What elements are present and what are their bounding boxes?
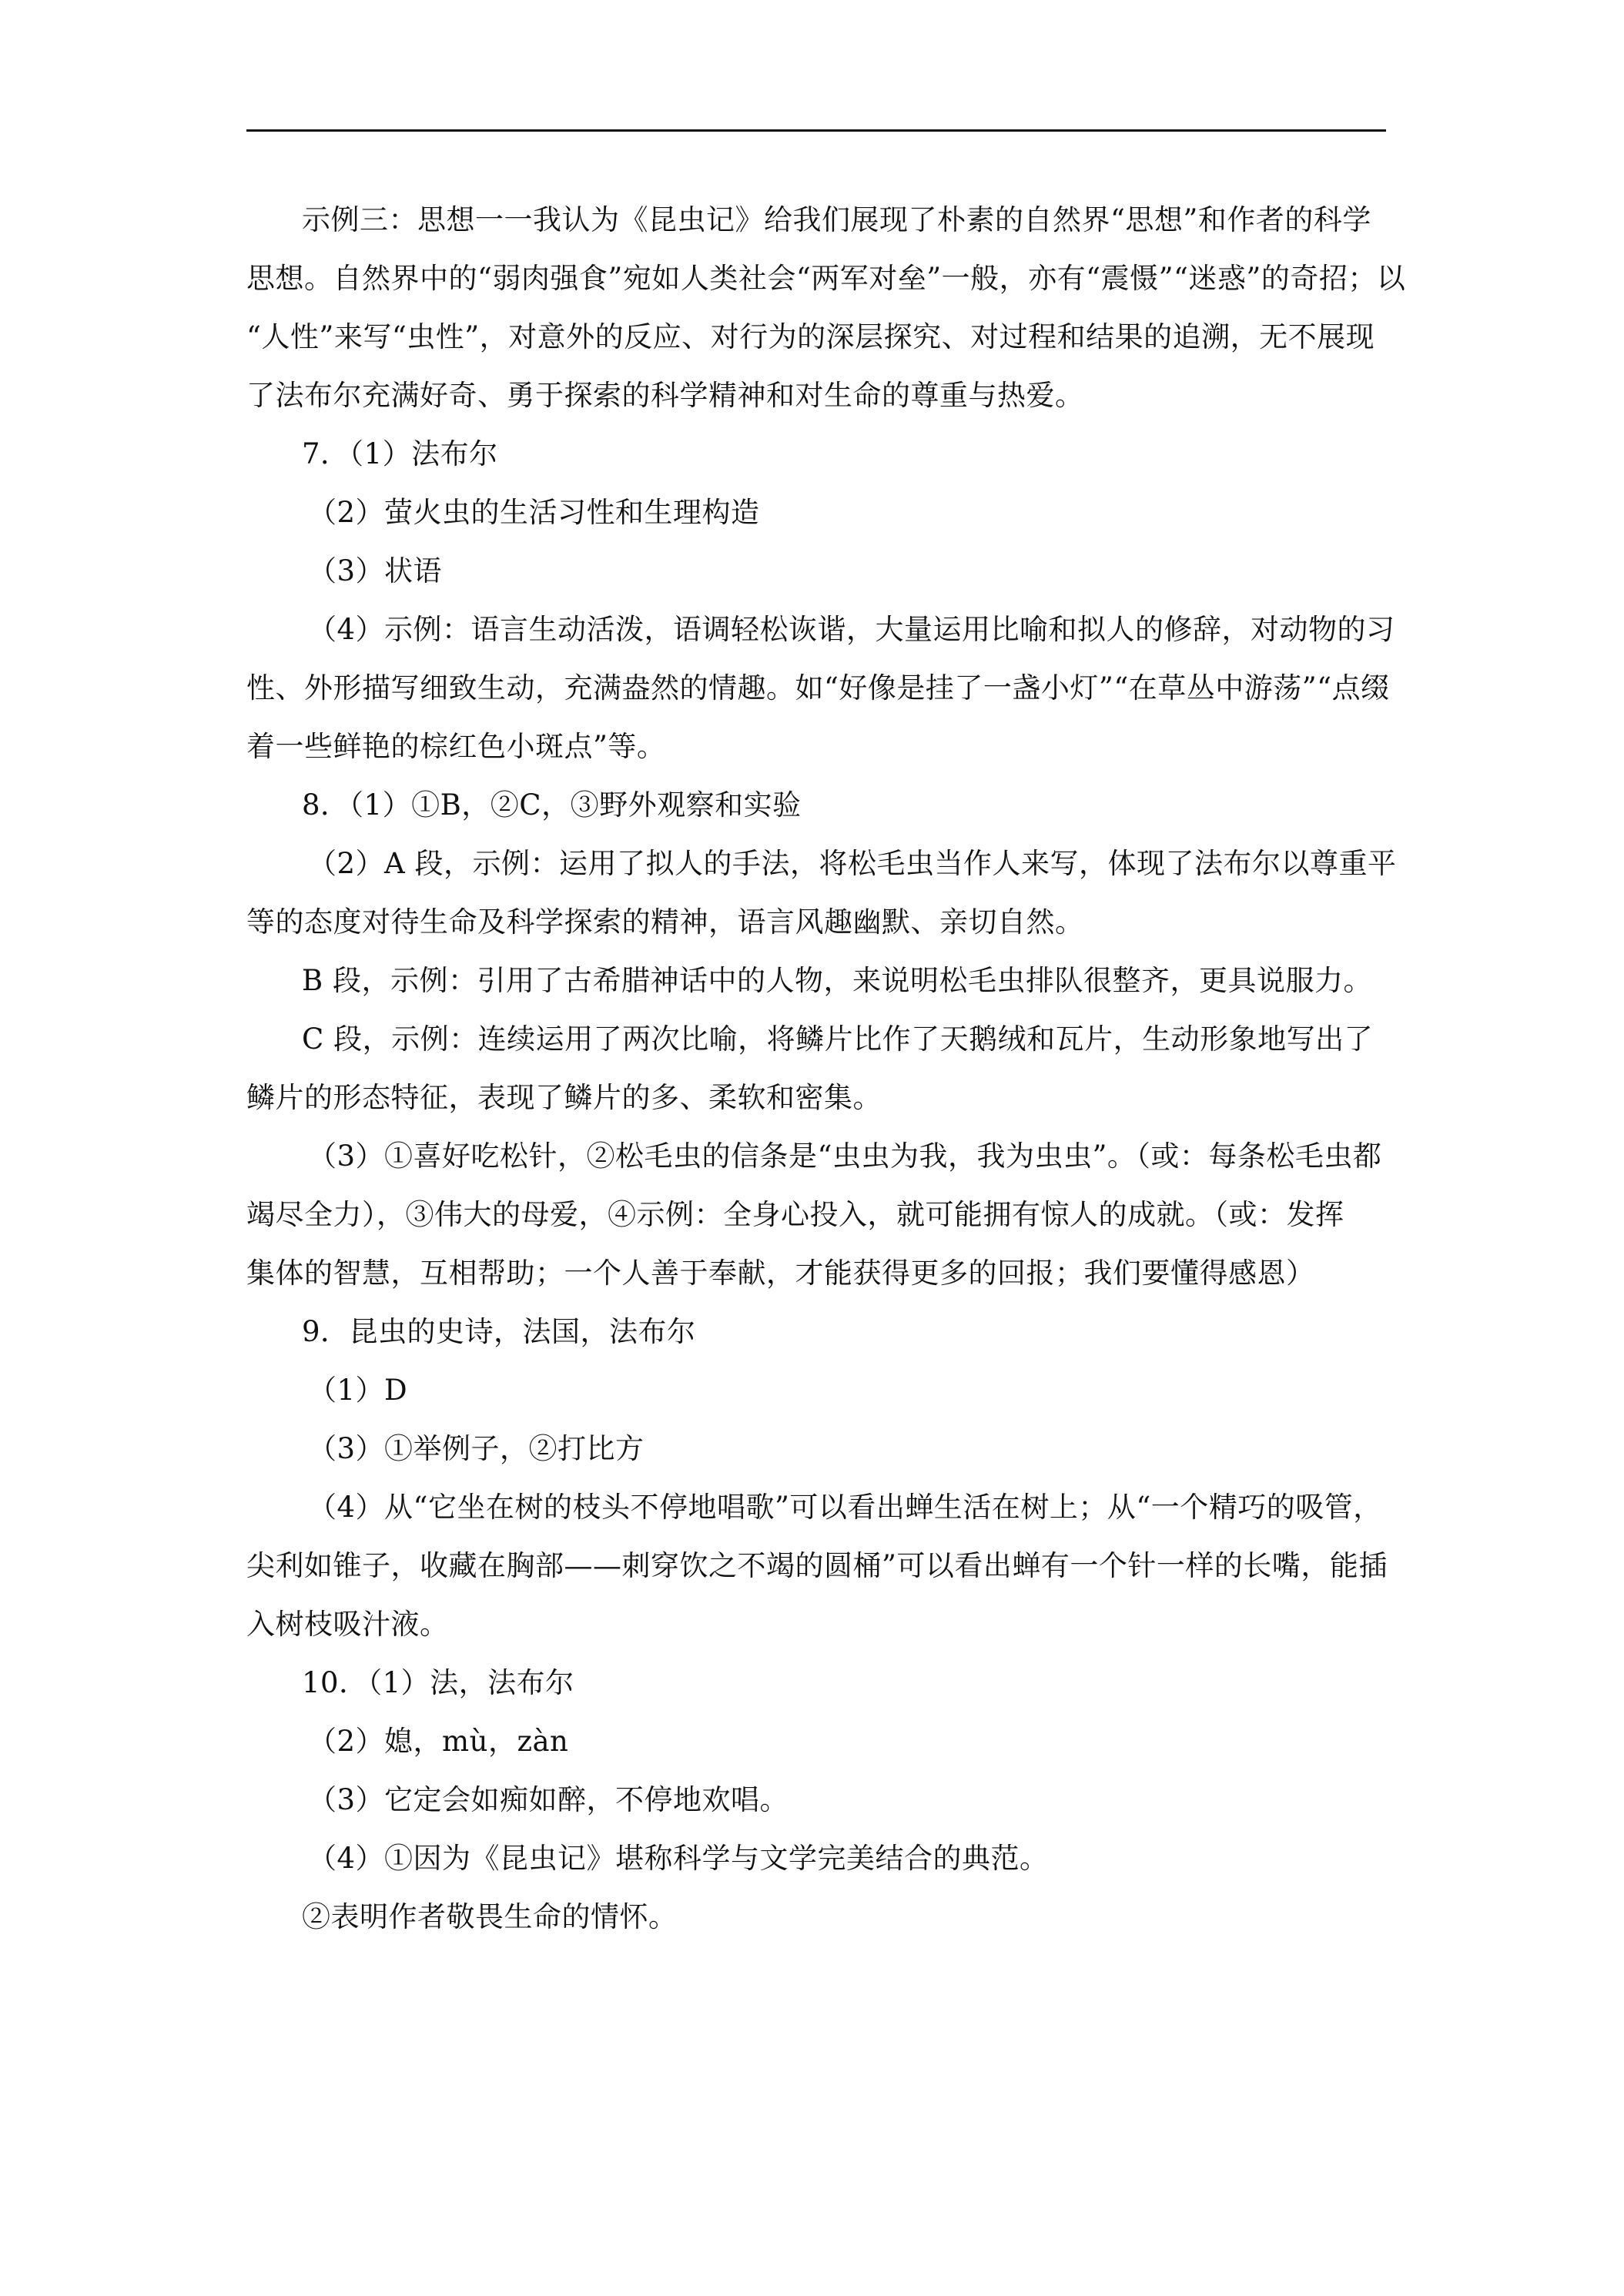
text-line: （3）状语 — [308, 554, 443, 587]
text-line: （3）①举例子，②打比方 — [308, 1432, 645, 1465]
text-line: （3）它定会如痴如醉，不停地欢唱。 — [308, 1783, 789, 1816]
text-line: 竭尽全力），③伟大的母爱，④示例：全身心投入，就可能拥有惊人的成就。（或：发挥 — [246, 1198, 1344, 1231]
text-line: 入树枝吸汁液。 — [246, 1608, 449, 1641]
text-line: B 段，示例：引用了古希腊神话中的人物，来说明松毛虫排队很整齐，更具说服力。 — [302, 964, 1372, 997]
text-line: 思想。自然界中的“弱肉强食”宛如人类社会“两军对垒”一般，亦有“震慑”“迷惑”的奇招；以 — [246, 262, 1406, 295]
text-line: （3）①喜好吃松针，②松毛虫的信条是“虫虫为我，我为虫虫”。（或：每条松毛虫都 — [308, 1140, 1382, 1173]
text-line: （4）①因为《昆虫记》堪称科学与文学完美结合的典范。 — [308, 1842, 1049, 1875]
text-line: ②表明作者敬畏生命的情怀。 — [302, 1900, 678, 1933]
text-line: 等的态度对待生命及科学探索的精神，语言风趣幽默、亲切自然。 — [246, 905, 1084, 939]
text-line: （2）萤火虫的生活习性和生理构造 — [308, 496, 760, 529]
text-line: （2）媳，mù，zàn — [308, 1725, 569, 1758]
text-line: （1）D — [308, 1374, 408, 1407]
text-line: 9．昆虫的史诗，法国，法布尔 — [302, 1315, 696, 1348]
text-line: 着一些鲜艳的棕红色小斑点”等。 — [246, 730, 666, 763]
text-line: 尖利如锥子，收藏在胸部——刺穿饮之不竭的圆桶”可以看出蝉有一个针一样的长嘴，能插 — [246, 1549, 1388, 1582]
text-line: （2）A 段，示例：运用了拟人的手法，将松毛虫当作人来写，体现了法布尔以尊重平 — [308, 847, 1397, 880]
text-line: 8．（1）①B，②C，③野外观察和实验 — [302, 788, 802, 822]
text-line: 示例三：思想一一我认为《昆虫记》给我们展现了朴素的自然界“思想”和作者的科学 — [302, 203, 1371, 236]
header-rule — [246, 129, 1386, 132]
text-line: 鳞片的形态特征，表现了鳞片的多、柔软和密集。 — [246, 1081, 882, 1114]
text-line: 集体的智慧，互相帮助；一个人善于奉献，才能获得更多的回报；我们要懂得感恩） — [246, 1257, 1315, 1290]
text-line: “人性”来写“虫性”，对意外的反应、对行为的深层探究、对过程和结果的追溯，无不展现 — [246, 320, 1375, 353]
text-line: （4）从“它坐在树的枝头不停地唱歌”可以看出蝉生活在树上；从“一个精巧的吸管， — [308, 1491, 1382, 1524]
text-line: 10．（1）法，法布尔 — [302, 1666, 574, 1699]
text-line: （4）示例：语言生动活泼，语调轻松诙谐，大量运用比喻和拟人的修辞，对动物的习 — [308, 613, 1395, 646]
text-line: 性、外形描写细致生动，充满盎然的情趣。如“好像是挂了一盏小灯”“在草丛中游荡”“点缀 — [246, 671, 1390, 705]
text-line: 了法布尔充满好奇、勇于探索的科学精神和对生命的尊重与热爱。 — [246, 379, 1084, 412]
text-line: C 段，示例：连续运用了两次比喻，将鳞片比作了天鹅绒和瓦片，生动形象地写出了 — [302, 1022, 1374, 1056]
text-line: 7．（1）法布尔 — [302, 437, 498, 470]
